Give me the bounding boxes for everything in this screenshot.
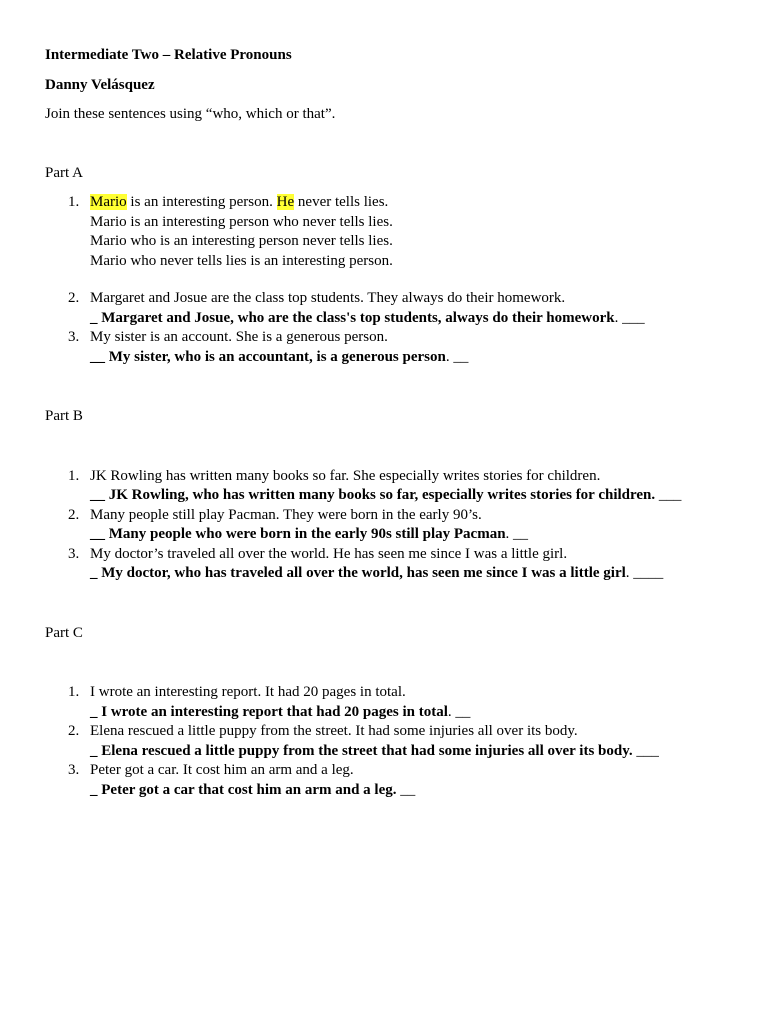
answer-text: _ Elena rescued a little puppy from the street that had some injuries all over its body. ___ — [90, 742, 659, 759]
question-text: Mario is an interesting person. He never tells lies. — [90, 194, 389, 210]
question-text: I wrote an interesting report. It had 20 pages in total. — [90, 684, 406, 700]
part-a-item-2 — [45, 289, 735, 328]
list-number: 3. — [68, 329, 80, 345]
answer-text: _ Margaret and Josue, who are the class's top students, always do their homework. ___ — [90, 309, 645, 326]
part-b-heading: Part B — [45, 408, 83, 424]
list-number: 2. — [68, 723, 80, 739]
part-b-item-3 — [45, 545, 735, 584]
answer-text: _ I wrote an interesting report that had 20 pages in total. __ — [90, 703, 471, 720]
answer-text: Mario who is an interesting person never tells lies. — [90, 233, 393, 249]
part-b-item-1 — [45, 467, 735, 506]
part-a-heading: Part A — [45, 164, 83, 181]
list-number: 3. — [68, 762, 80, 778]
answer-text: __ Many people who were born in the early 90s still play Pacman. __ — [90, 526, 529, 542]
list-number: 3. — [68, 545, 80, 562]
list-number: 1. — [68, 684, 80, 700]
question-text: Margaret and Josue are the class top students. They always do their homework. — [90, 290, 566, 306]
document-title: Intermediate Two – Relative Pronouns — [45, 47, 292, 63]
question-text: My doctor’s traveled all over the world. He has seen me since I was a little girl. — [90, 545, 568, 562]
answer-text: __ JK Rowling, who has written many books so far, especially writes stories for children. ___ — [90, 487, 682, 503]
answer-text: __ My sister, who is an accountant, is a generous person. __ — [90, 348, 469, 365]
part-a-item-3 — [45, 328, 735, 367]
part-c-item-1 — [45, 683, 735, 722]
list-number: 2. — [68, 290, 80, 306]
question-text: Elena rescued a little puppy from the street. It had some injuries all over its body. — [90, 723, 578, 739]
question-text: JK Rowling has written many books so far. She especially writes stories for children. — [90, 467, 601, 484]
answer-text: _ My doctor, who has traveled all over the world, has seen me since I was a little girl. ____ — [90, 565, 664, 581]
document-page — [45, 46, 735, 800]
list-number: 1. — [68, 467, 80, 484]
answer-text: Mario is an interesting person who never tells lies. — [90, 213, 393, 230]
list-number: 1. — [68, 194, 80, 210]
question-text: My sister is an account. She is a generous person. — [90, 329, 388, 345]
question-text: Peter got a car. It cost him an arm and a leg. — [90, 762, 354, 778]
highlighted-word: He — [276, 194, 295, 210]
instruction-text: Join these sentences using “who, which or that”. — [45, 106, 336, 122]
list-number: 2. — [68, 506, 80, 523]
highlighted-word: Mario — [90, 194, 127, 210]
part-c-heading: Part C — [45, 624, 83, 641]
author-name: Danny Velásquez — [45, 76, 155, 93]
part-a-item-1 — [45, 193, 735, 271]
part-c-item-2 — [45, 722, 735, 761]
part-c-item-3 — [45, 761, 735, 800]
answer-text: _ Peter got a car that cost him an arm and a leg. __ — [90, 781, 416, 798]
answer-text: Mario who never tells lies is an interesting person. — [90, 252, 393, 269]
part-b-item-2 — [45, 506, 735, 545]
question-text: Many people still play Pacman. They were born in the early 90’s. — [90, 506, 482, 523]
